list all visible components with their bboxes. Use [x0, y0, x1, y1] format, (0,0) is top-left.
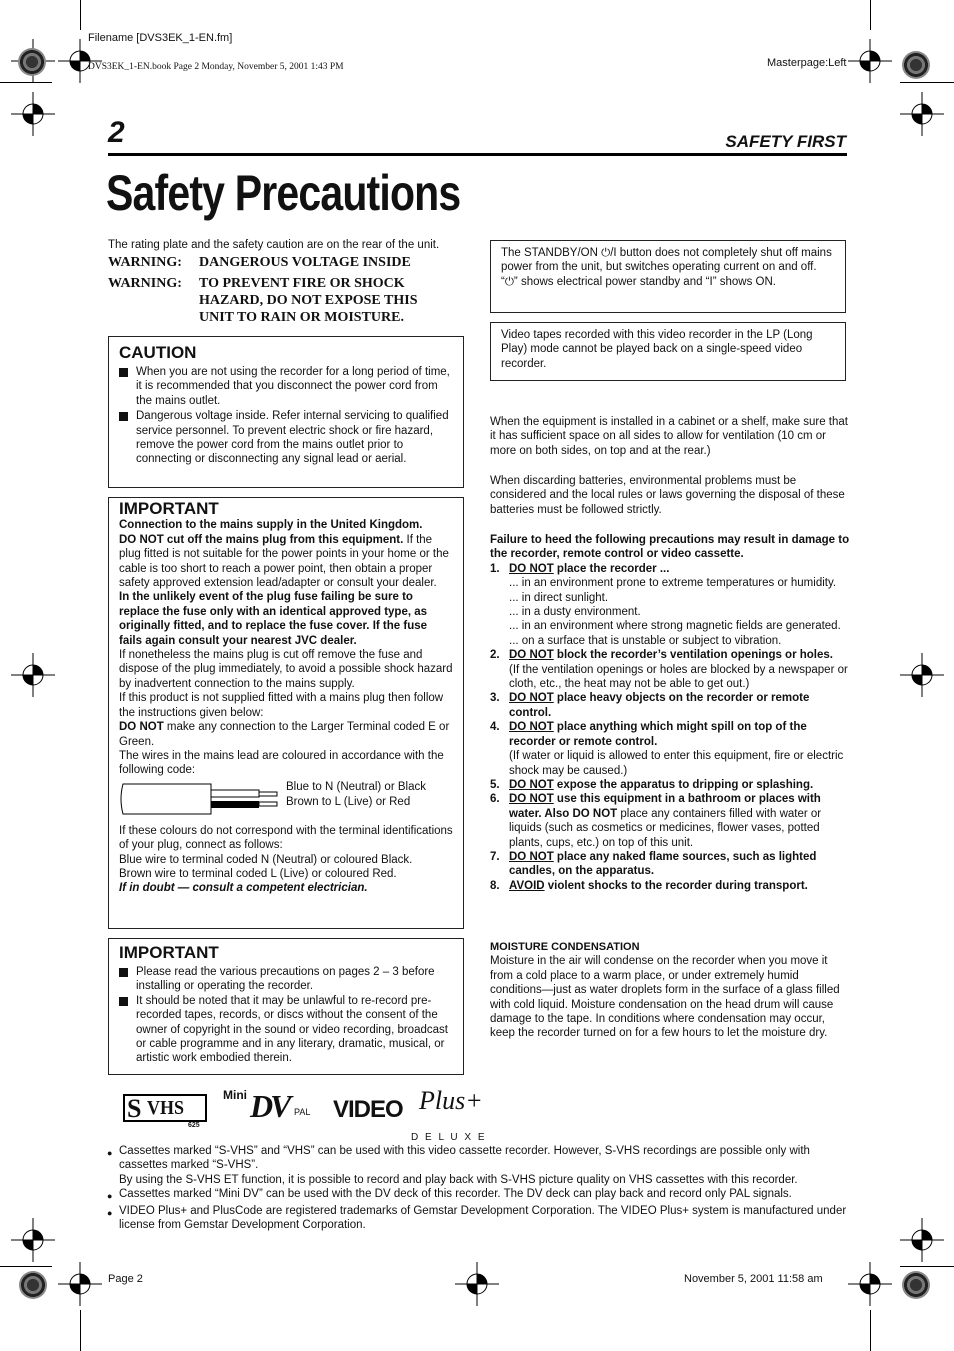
paragraph: Blue wire to terminal coded N (Neutral) or coloured Black. — [119, 853, 413, 866]
warning-label: WARNING: — [108, 276, 182, 291]
battery-note: When discarding batteries, environmental problems must be considered and the local rules or laws governing the disposal of these batteries must be followed strictly. — [490, 475, 845, 516]
list-item: ● Cassettes marked “S-VHS” and “VHS” can be used with this video cassette recorder. However, S-VHS recordings are possible only with cassettes marked “S-VHS”. — [107, 1145, 810, 1172]
important-copyright-box — [108, 938, 464, 1075]
crop-mark — [80, 0, 81, 30]
list-item: 4. DO NOT place anything which might spill on top of the recorder or remote control. (If water or liquid is allowed to enter this equipment, fire or electric shock may be caused.) — [490, 721, 844, 777]
registration-mark-icon — [11, 653, 55, 697]
logo-row — [118, 1088, 518, 1144]
videoplus-video: VIDEO — [333, 1096, 403, 1123]
cabinet-note: When the equipment is installed in a cabinet or a shelf, make sure that it has sufficient space on all sides to allow for ventilation (10 cm or more on both sides, on top and at the rear.) — [490, 416, 848, 457]
page-title: Safety Precautions — [106, 165, 461, 221]
list-item: 5. DO NOT expose the apparatus to dripping or splashing. — [490, 778, 814, 791]
svhs-s-glyph: S — [127, 1094, 142, 1123]
registration-mark-icon — [11, 92, 55, 136]
wire-label-blue: Blue to N (Neutral) or Black — [286, 780, 426, 793]
crop-mark — [900, 82, 954, 83]
filename-label: Filename [DVS3EK_1-EN.fm] — [88, 32, 233, 44]
precautions-section — [490, 533, 850, 893]
standby-note-box: The STANDBY/ON ⏻/I button does not completely shut off mains power from the unit, but switches operating current on and off. “⏻” shows electrical power standby and “I” shows ON. — [490, 240, 846, 313]
paragraph: DO NOT cut off the mains plug from this equipment. If the plug fitted is not suitable for the power points in your home or the cable is too short to reach a power point, then obtain a proper safety approved extension lead/adapter or consult your dealer. — [119, 533, 449, 590]
warning-text: TO PREVENT FIRE OR SHOCK HAZARD, DO NOT EXPOSE THIS UNIT TO RAIN OR MOISTURE. — [199, 276, 418, 325]
registration-mark-icon — [900, 1218, 944, 1262]
wire-label-brown: Brown to L (Live) or Red — [286, 795, 411, 808]
warning-text: DANGEROUS VOLTAGE INSIDE — [199, 255, 411, 270]
footer-page: Page 2 — [108, 1273, 143, 1285]
important-heading: IMPORTANT — [119, 943, 219, 962]
videoplus-deluxe: D E L U X E — [411, 1132, 487, 1143]
videoplus-script: Plus+ — [419, 1086, 483, 1115]
paragraph: DO NOT make any connection to the Larger Terminal coded E or Green. — [119, 721, 450, 748]
list-item: By using the S-VHS ET function, it is possible to record and play back with S-VHS picture quality on VHS cassettes with this recorder. — [119, 1173, 798, 1186]
paragraph: If nonetheless the mains plug is cut off remove the fuse and dispose of the plug immediately, to avoid a possible shock hazard by inadvertent connection to the mains supply. — [119, 649, 453, 690]
minidv-mini: Mini — [223, 1088, 247, 1102]
lp-note-box: Video tapes recorded with this video recorder in the LP (Long Play) mode cannot be played back on a single-speed video recorder. — [490, 322, 846, 381]
registration-mark-icon — [848, 1262, 892, 1306]
registration-mark-icon — [900, 92, 944, 136]
list-item: 6. DO NOT use this equipment in a bathroom or places with water. Also DO NOT place any containers filled with water or liquids (such as cosmetics or medicines, flower vases, potted plants, cups, etc.) on top of this unit. — [490, 793, 822, 849]
caution-box — [108, 336, 464, 488]
wire-diagram — [119, 780, 453, 824]
crop-mark — [80, 1310, 81, 1351]
consult-electrician: If in doubt — consult a competent electrician. — [119, 882, 368, 895]
failure-heading: Failure to heed the following precautions may result in damage to the recorder, remote control or video cassette. — [490, 534, 850, 561]
book-info: DVS3EK_1-EN.book Page 2 Monday, November 5, 2001 1:43 PM — [88, 62, 344, 72]
important-item: Please read the various precautions on pages 2 – 3 before installing or operating the recorder. — [119, 965, 453, 994]
important-uk-box — [108, 497, 464, 929]
crop-mark — [870, 0, 871, 30]
crop-mark — [0, 1266, 52, 1267]
uk-mains-heading: Connection to the mains supply in the United Kingdom. — [119, 519, 423, 532]
important-heading: IMPORTANT — [119, 499, 219, 518]
crop-mark — [870, 1310, 871, 1351]
paragraph: The wires in the mains lead are coloured in accordance with the following code: — [119, 749, 444, 777]
registration-mark-icon — [900, 653, 944, 697]
list-item: 7. DO NOT place any naked flame sources, such as lighted candles, on the apparatus. — [490, 850, 817, 878]
list-item: 3. DO NOT place heavy objects on the recorder or remote control. — [490, 692, 810, 719]
crop-mark — [0, 82, 52, 83]
paragraph: If these colours do not correspond with the terminal identifications of your plug, connect as follows: — [119, 824, 453, 852]
warning-block — [108, 255, 468, 326]
precautions-list — [490, 562, 850, 893]
minidv-pal: PAL — [294, 1107, 311, 1117]
rosette-icon — [902, 51, 930, 79]
caution-item: Dangerous voltage inside. Refer internal servicing to qualified service personnel. To prevent electric shock or fire hazard, remove the power cord from the mains outlet prior to connecting or disconnecting any signal lead or aerial. — [119, 409, 453, 467]
list-item: 8. AVOID violent shocks to the recorder during transport. — [490, 879, 808, 892]
warning-label: WARNING: — [108, 255, 182, 270]
section-title: SAFETY FIRST — [725, 132, 846, 151]
list-item: ● Cassettes marked “Mini DV” can be used with the DV deck of this recorder. The DV deck can play back and record only PAL signals. — [107, 1188, 792, 1202]
masterpage-label: Masterpage:Left — [767, 57, 847, 69]
svhs-text: VHS — [147, 1097, 185, 1119]
rosette-icon — [902, 1271, 930, 1299]
registration-mark-icon — [58, 39, 102, 83]
paragraph: If this product is not supplied fitted with a mains plug then follow the instructions given below: — [119, 692, 444, 719]
moisture-section — [490, 940, 850, 1041]
registration-mark-icon — [455, 1262, 499, 1306]
footer-date: November 5, 2001 11:58 am — [684, 1273, 823, 1285]
moisture-heading: MOISTURE CONDENSATION — [490, 941, 640, 953]
rosette-icon — [19, 1271, 47, 1299]
list-item: 1. DO NOT place the recorder ... ... in an environment prone to extreme temperatures or humidity. ... in direct sunlight. ... in a dusty environment. ... in an environment where strong magnetic fields are generated. ... on a surface that is unstable or subject to vibration. — [490, 562, 841, 647]
page-number: 2 — [108, 116, 125, 149]
registration-mark-icon — [11, 1218, 55, 1262]
moisture-text: Moisture in the air will condense on the recorder when you move it from a cold place to a warm place, or under extremely humid conditions—just as water droplets form in the surface of a glass filled with cold liquid. Moisture condensation on the head drum will cause damage to the tape. In conditions where condensation may occur, keep the recorder turned on for a few hours to let the moisture dry. — [490, 955, 840, 1040]
crop-mark — [900, 1266, 954, 1267]
registration-mark-icon — [58, 1262, 102, 1306]
paragraph: Brown wire to terminal coded L (Live) or coloured Red. — [119, 867, 397, 880]
fuse-paragraph: In the unlikely event of the plug fuse failing be sure to replace the fuse only with an identical approved type, as originally fitted, and to replace the fuse cover. If the fuse fails again consult your nearest JVC dealer. — [119, 591, 428, 647]
important-item: It should be noted that it may be unlawful to re-record pre-recorded tapes, records, or discs without the consent of the owner of copyright in the sound or video recording, broadcast or cable programme and in any literary, dramatic, musical, or artistic work embodied therein. — [119, 994, 453, 1066]
registration-mark-icon — [848, 39, 892, 83]
minidv-dv: DV — [250, 1088, 289, 1124]
mains-lead-icon — [119, 780, 299, 820]
rating-note: The rating plate and the safety caution are on the rear of the unit. — [108, 239, 440, 251]
list-item: ● VIDEO Plus+ and PlusCode are registered trademarks of Gemstar Development Corporation. The VIDEO Plus+ system is manufactured under license from Gemstar Development Corporation. — [107, 1204, 847, 1232]
caution-heading: CAUTION — [119, 343, 197, 362]
svhs-logo — [123, 1094, 207, 1122]
svhs-number: 625 — [188, 1122, 200, 1129]
header-rule — [108, 153, 847, 156]
caution-item: When you are not using the recorder for a long period of time, it is recommended that you disconnect the power cord from the mains outlet. — [119, 365, 453, 408]
list-item: 2. DO NOT block the recorder’s ventilation openings or holes. (If the ventilation openings or holes are blocked by a newspaper or cloth, etc., the heat may not be able to get out.) — [490, 649, 848, 691]
rosette-icon — [18, 48, 46, 76]
cassette-notes — [107, 1144, 852, 1232]
